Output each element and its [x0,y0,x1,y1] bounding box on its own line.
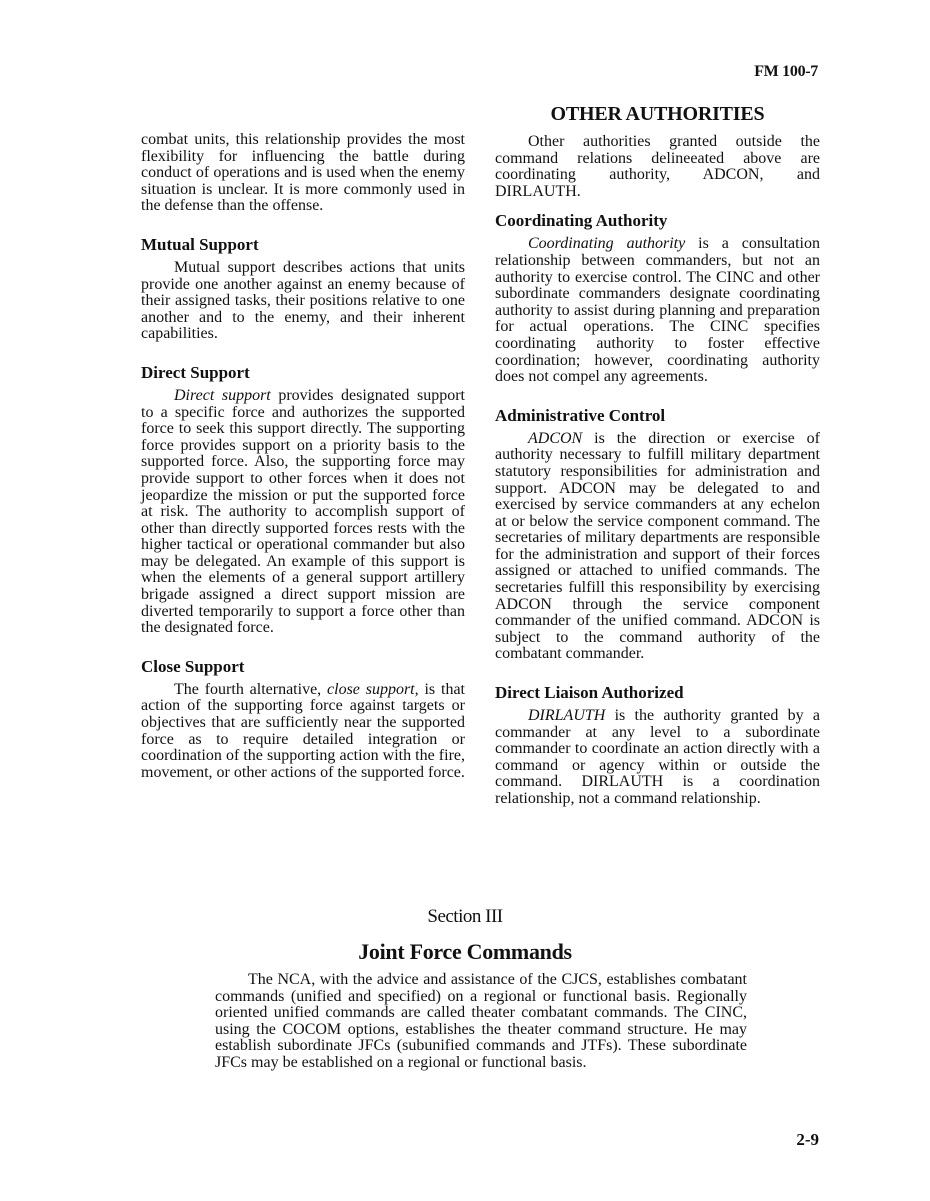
direct-liaison-heading: Direct Liaison Authorized [495,683,684,703]
close-support-body: is that action of the supporting force against targets or objectives that are sufficiently near the supported force as to require detailed integration or coordination of the supporting action with the fire, movement, or other actions of the supported force. [141,680,465,781]
direct-support-body: provides designated support to a specific force and authorizes the supported force to seek this support directly. The supporting force provides support on a priority basis to the supported force. Also, the supporting force may provide support to other forces when it does not jeopardize the mission or put the supported force at risk. The authority to accomplish support of other than directly supported forces rests with the higher tactical or operational commander but also may be delegated. An example of this support is when the elements of a general support artillery brigade assigned a direct support mission are diverted temporarily to support a force other than the designated force. [141,386,465,637]
close-support-paragraph [141,682,465,782]
section-body-paragraph: The NCA, with the advice and assistance of the CJCS, establishes combatant commands (unified and specified) on a regional or functional basis. Regionally oriented unified commands are called theater combatant commands. The CINC, using the COCOM options, establishes the theater command structure. He may establish subordinate JFCs (subunified commands and JTFs). These subordinate JFCs may be established on a regional or functional basis. [215,971,747,1071]
section-label: Section III [427,906,503,927]
direct-liaison-paragraph [495,708,820,808]
section-title: Joint Force Commands [358,939,572,964]
other-authorities-paragraph: Other authorities granted outside the command relations delineeated above are coordinating authority, ADCON, and DIRLAUTH. [495,133,820,200]
direct-support-term: Direct support [174,386,271,404]
direct-support-heading: Direct Support [141,362,250,382]
administrative-control-paragraph [495,431,820,663]
close-support-lead: The fourth alternative, [174,680,328,698]
close-support-heading: Close Support [141,656,245,676]
administrative-control-body: is the direction or exercise of authority necessary to fulfill military department statutory responsibilities for administration and support. ADCON may be delegated to and exercised by service commanders at any echelon at or below the service component command. The secretaries of military departments are responsible for the administration and support of their forces assigned or attached to unified commands. The secretaries fulfill this responsibility by exercising ADCON through the service component commander of the unified command. ADCON is subject to the command authority of the combatant commander. [495,429,820,663]
coordinating-authority-paragraph [495,236,820,385]
mutual-support-heading: Mutual Support [141,234,259,254]
coordinating-authority-term: Coordinating authority [528,235,686,253]
left-column [141,132,465,781]
administrative-control-heading: Administrative Control [495,405,666,425]
other-authorities-title: OTHER AUTHORITIES [550,103,765,125]
coordinating-authority-heading: Coordinating Authority [495,211,668,231]
page-number: 2-9 [796,1130,819,1149]
coordinating-authority-body: is a consultation relationship between commanders, but not an authority to exercise control. The CINC and other subordinate commanders designate coordinating authority to assist during planning and preparation for actual operations. The CINC specifies coordinating authority to foster effective coordination; however, coordinating authority does not compel any agreements. [495,235,820,386]
mutual-support-paragraph: Mutual support describes actions that units provide one another against an enemy because of their assigned tasks, their positions relative to one another and to the enemy, and their inherent capabilities. [141,258,465,343]
left-intro-paragraph: combat units, this relationship provides the most flexibility for influencing the battle during conduct of operations and is used when the enemy situation is unclear. It is more commonly used in the defense than the offense. [141,131,465,215]
direct-support-paragraph [141,388,465,637]
direct-liaison-body: is the authority granted by a commander at any level to a subordinate commander to coordinate an action directly with a command or agency within or outside the command. DIRLAUTH is a coordination relationship, not a command relationship. [495,707,820,807]
adcon-term: ADCON [528,429,583,447]
document-code: FM 100-7 [754,63,818,80]
dirlauth-term: DIRLAUTH [528,707,606,725]
right-column [495,104,820,808]
close-support-term: close support, [327,680,419,698]
